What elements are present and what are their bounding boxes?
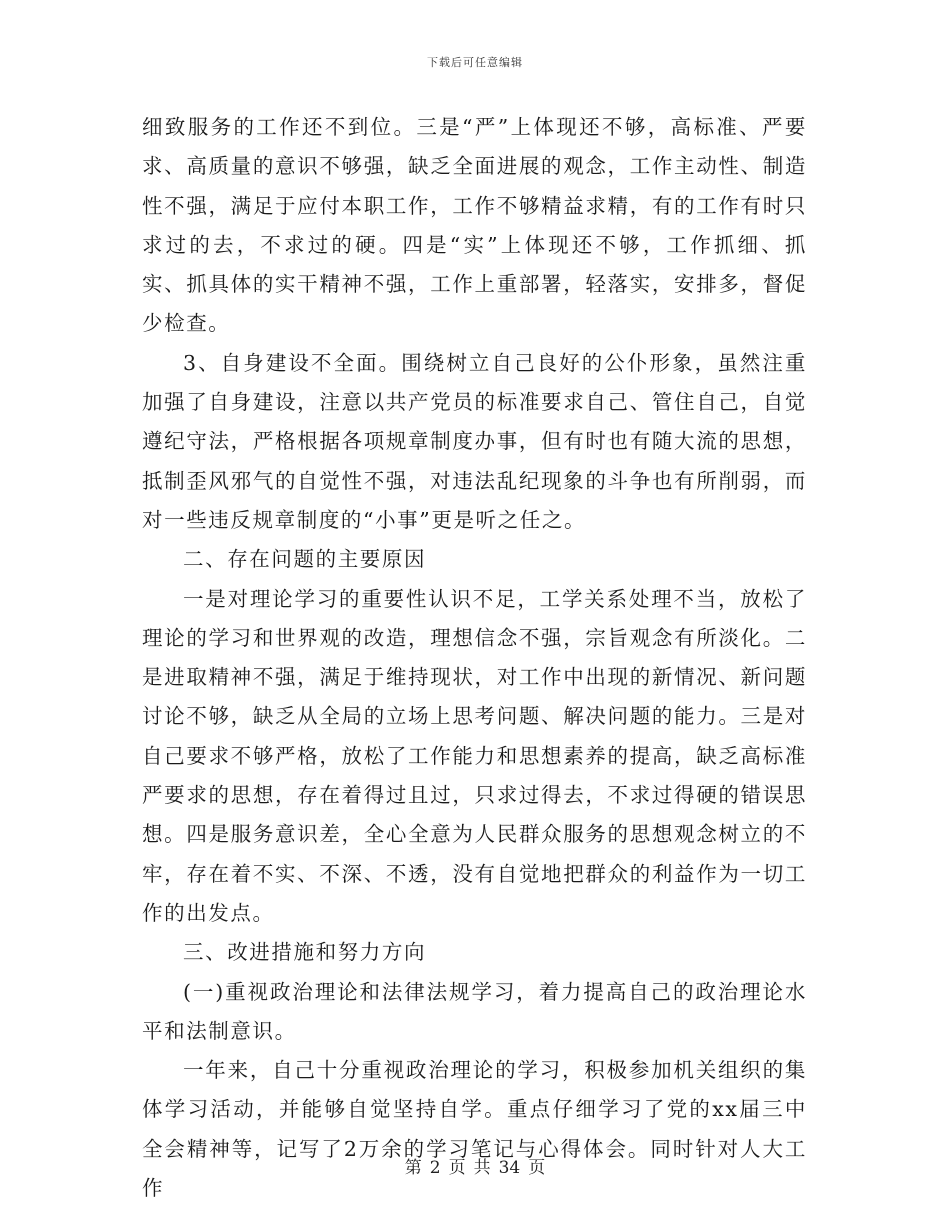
section-heading-3: 三、改进措施和努力方向 <box>183 940 427 965</box>
footer-suffix: 页 <box>528 1158 546 1178</box>
paragraph-1: 细致服务的工作还不到位。三是“严”上体现还不够，高标准、严要求、高质量的意识不够强，缺乏全面进展的观念，工作主动性、制造性不强，满足于应付本职工作，工作不够精益求精，有的工作有时只求过的去，不求过的硬。四是“实”上体现还不够，工作抓细、抓实、抓具体的实干精神不强，工作上重部署，轻落实，安排多，督促少检查。 <box>142 115 807 336</box>
paragraph-2: 3、自身建设不全面。围绕树立自己良好的公仆形象，虽然注重加强了自身建设，注意以共产党员的标准要求自己、管住自己，自觉遵纪守法，严格根据各项规章制度办事，但有时也有随大流的思想，抵制歪风邪气的自觉性不强，对违法乱纪现象的斗争也有所削弱，而对一些违反规章制度的“小事”更是听之任之。 <box>142 350 807 532</box>
document-body <box>142 108 807 1208</box>
footer-page-label: 页 <box>448 1158 466 1178</box>
page-footer <box>0 1153 950 1178</box>
paragraph-3: 一是对理论学习的重要性认识不足，工学关系处理不当，放松了理论的学习和世界观的改造，理想信念不强，宗旨观念有所淡化。二是进取精神不强，满足于维持现状，对工作中出现的新情况、新问题讨论不够，缺乏从全局的立场上思考问题、解决问题的能力。三是对自己要求不够严格，放松了工作能力和思想素养的提高，缺乏高标准严要求的思想，存在着得过且过，只求过得去，不求过得硬的错误思想。四是服务意识差，全心全意为人民群众服务的思想观念树立的不牢，存在着不实、不深、不透，没有自觉地把群众的利益作为一切工作的出发点。 <box>142 586 807 925</box>
section-heading-2: 二、存在问题的主要原因 <box>183 547 427 572</box>
paragraph-4: 一年来，自己十分重视政治理论的学习，积极参加机关组织的集体学习活动，并能够自觉坚持自学。重点仔细学习了党的xx届三中全会精神等，记写了2万余的学习笔记与心得体会。同时针对人大工作 <box>142 1058 807 1201</box>
total-page-count: 34 <box>498 1158 521 1178</box>
footer-total-label: 共 <box>473 1158 491 1178</box>
page-header: 下载后可任意编辑 <box>427 56 523 69</box>
subsection-heading-1: (一)重视政治理论和法律法规学习，着力提高自己的政治理论水平和法制意识。 <box>142 979 807 1043</box>
footer-prefix: 第 <box>404 1158 422 1178</box>
current-page-number: 2 <box>429 1158 441 1178</box>
